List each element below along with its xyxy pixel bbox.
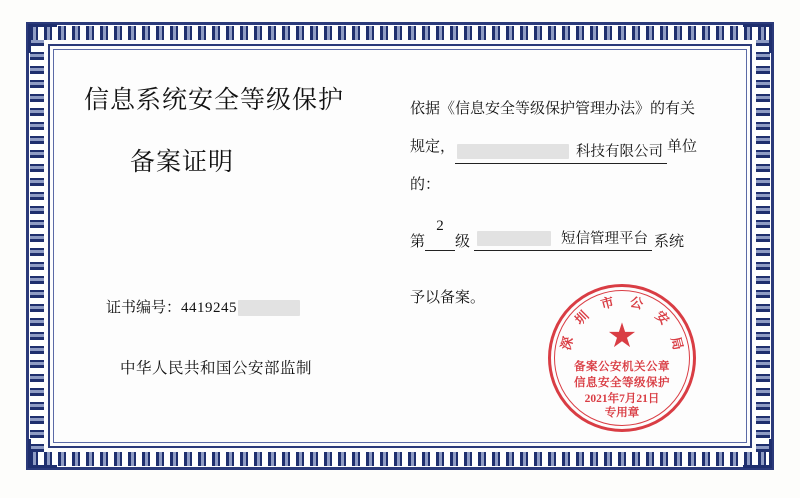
system-name-suffix: 短信管理平台	[561, 231, 649, 247]
body-line-2-suffix: 单位	[667, 139, 698, 155]
body-line-2	[410, 130, 740, 164]
star-icon: ★	[606, 318, 638, 355]
system-grade-unit: 级	[455, 234, 471, 250]
issuing-authority: 中华人民共和国公安部监制	[120, 360, 313, 377]
corner-ornament-bottom-right	[743, 439, 772, 468]
certificate-title-line-2: 备案证明	[130, 149, 235, 176]
seal-bottom-text: 专用章	[604, 407, 640, 419]
body-line-1: 依据《信息安全等级保护管理办法》的有关	[410, 101, 696, 117]
seal-arc-char: 圳	[571, 307, 592, 328]
redaction-block-certificate-number	[238, 300, 300, 316]
seal-arc-char: 公	[628, 294, 645, 312]
system-name-field	[474, 228, 652, 251]
seal-arc-char: 深	[558, 335, 576, 352]
body-line-3: 的：	[410, 177, 441, 193]
certificate-title-line-1: 信息系统安全等级保护	[84, 87, 345, 114]
seal-date: 2021年7月21日	[584, 393, 660, 405]
seal-arc-char: 市	[599, 294, 616, 312]
system-info-line	[410, 218, 740, 251]
official-seal	[548, 284, 696, 432]
corner-ornament-bottom-left	[28, 439, 57, 468]
body-line-2-prefix: 规定，	[410, 139, 456, 155]
corner-ornament-top-right	[743, 24, 772, 53]
seal-mid-line-1: 备案公安机关公章	[574, 361, 670, 373]
seal-mid-line-2: 信息安全等级保护	[574, 377, 670, 389]
organization-name-field	[455, 141, 667, 164]
redaction-block-organization	[457, 144, 569, 159]
seal-arc-char: 安	[652, 307, 673, 328]
corner-ornament-top-left	[28, 24, 57, 53]
certificate-body	[410, 92, 740, 315]
system-suffix: 系统	[654, 234, 685, 250]
system-grade-value: 2	[436, 218, 444, 234]
system-grade-field	[425, 218, 455, 251]
certificate-number-label: 证书编号：	[106, 300, 182, 316]
body-line-filed: 予以备案。	[410, 290, 486, 306]
certificate-title-block	[84, 80, 374, 178]
certificate-number	[106, 296, 300, 317]
certificate-number-value: 4419245	[181, 300, 238, 316]
organization-name-suffix: 科技有限公司	[576, 144, 664, 160]
system-grade-prefix: 第	[410, 234, 426, 250]
redaction-block-system-name	[477, 231, 551, 246]
seal-arc-char: 局	[668, 335, 686, 352]
